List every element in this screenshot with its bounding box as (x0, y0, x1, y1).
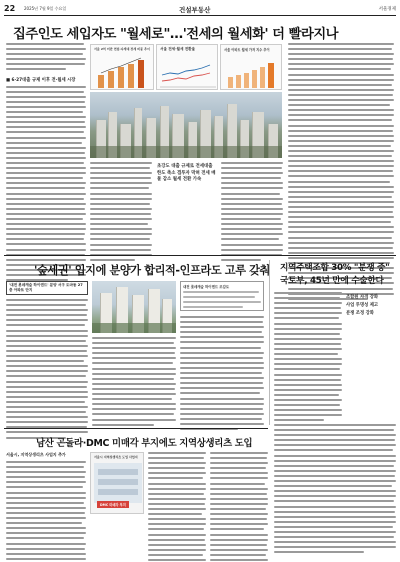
story2-body-column-1 (6, 299, 88, 442)
column-divider-story3 (269, 260, 270, 425)
story1-cityscape-photo (90, 92, 282, 158)
paper-name: 서울경제 (378, 7, 396, 12)
story4-headline: 남산 곤돌라·DMC 미매각 부지에도 지역상생리츠 도입 (36, 438, 253, 449)
story4-body-column-2 (148, 452, 206, 562)
story2-photo-caption: 대전 롯데캐슬 하이엔드 조감도 (183, 285, 230, 289)
story3-body-column-1 (274, 292, 342, 424)
story4-left-column (6, 452, 86, 562)
chart-panel-rent-index (220, 44, 282, 90)
story4-body-column-3 (210, 452, 268, 562)
chart-panel-rent-index-graphic (224, 55, 280, 89)
chart-panel-jeonse-share-graphic (94, 55, 152, 89)
story3-point-2: 사업 투명성 제고 (346, 303, 379, 308)
story2-info-lines (183, 291, 261, 311)
story2-body-column-3 (180, 316, 264, 433)
story3-body-column-2 (274, 424, 396, 556)
chart-panel-jeonse-share (90, 44, 154, 90)
story1-subhead: ■ 6·27대출 규제 이후 전·월세 시장 (6, 77, 76, 83)
section-divider-2 (4, 428, 268, 429)
story4-subhead: 서울시, 지역상생리츠 사업지 추가 (6, 452, 66, 457)
issue-date: 2025년 7월 9일 수요일 (24, 6, 67, 11)
story2-info-box (180, 281, 264, 311)
story2-subhead-box (6, 281, 88, 295)
story1-pull-quote (157, 164, 217, 184)
story1-left-column (6, 43, 86, 284)
section-name: 건설부동산 (179, 6, 211, 14)
story2-subhead: '대전 롯데캐슬 하이엔드' 분양 서구 도마동 27층 아파트 단지 (9, 283, 83, 292)
story1-body-column-2 (90, 162, 152, 264)
story2-body-column-2 (92, 337, 176, 429)
story3-side-points (346, 294, 396, 318)
story3-headline: 지역주택조합 30% "분쟁 중" 국토부, 45년 만에 수술한다 (280, 263, 390, 286)
chart-panel-conversion-rate (156, 44, 218, 90)
story4-chart-badge: DMC 미매각 부지 (97, 501, 129, 508)
story4-chart-title: 서울시 지역상생리츠 도입 사업지 (94, 455, 138, 459)
story1-body-column-3 (221, 162, 283, 264)
story1-headline: 집주인도 세입자도 "월세로"…'전세의 월세화' 더 빨라지나 (13, 27, 339, 42)
chart-panel-rent-index-title: 서울 아파트 월세 가격 지수 추이 (224, 48, 270, 52)
page-number: 22 (4, 4, 16, 13)
story3-point-1: 조합원 자격 강화 (346, 295, 379, 300)
chart-panel-conversion-rate-title: 서울 전세·월세 전환율 (160, 47, 196, 51)
story3-point-3: 분쟁 조정 강화 (346, 311, 374, 316)
story1-lead-lines (6, 43, 86, 74)
story2-headline: '숲세권' 입지에 분양가 합리적-인프라도 고루 갖춰 (34, 264, 270, 277)
chart-panel-jeonse-share-title: 서울 2억 미만 연립·다세대 전세 비중 추이 (94, 47, 150, 51)
story4-body-column-1 (6, 461, 86, 562)
masthead (4, 3, 396, 16)
story1-pull-quote-text: 초강도 대출 규제로 전세대출 한도 축소 갭투자 막혀 전세 매물 감소 월세 전환 가속 (157, 164, 216, 183)
chart-panel-conversion-rate-graphic (160, 55, 216, 89)
section-divider-1 (4, 255, 396, 256)
story4-chart-panel (90, 452, 144, 514)
story2-rendering-photo (92, 281, 176, 333)
